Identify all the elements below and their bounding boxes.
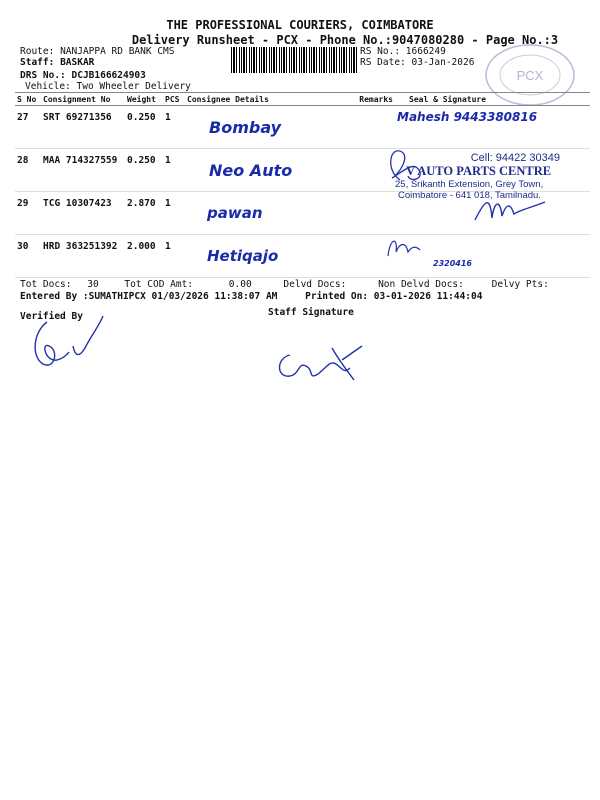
tot-docs-value: 30 [87,279,99,290]
col-signature: Seal & Signature [395,93,590,106]
signature-scribble-28 [380,140,430,190]
drs-line: DRS No.: DCJB166624903 [20,70,146,81]
route-line: Route: NANJAPPA RD BANK CMS [20,46,175,57]
stamp-line2: Coimbatore - 641 018, Tamilnadu. [398,190,541,201]
row-weight: 2.870 [125,192,163,235]
tot-cod-value: 0.00 [228,279,252,290]
row-weight: 0.250 [125,149,163,192]
entered-by-value: SUMATHIPCX 01/03/2026 11:38:07 AM [88,291,278,302]
row-consignment: SRT 69271356 [41,106,125,149]
col-weight: Weight [125,93,163,106]
row-pcs: 1 [163,106,185,149]
table-row [15,235,590,278]
row-remarks [337,192,395,235]
vehicle-value: Two Wheeler Delivery [76,81,191,92]
table-row [15,106,590,149]
row-sno: 28 [15,149,41,192]
row-sno: 30 [15,235,41,278]
runsheet-subtitle: Delivery Runsheet - PCX - Phone No.:9047080280 - Page No.:3 [131,33,559,47]
col-consignee: Consignee Details [185,93,337,106]
pcx-stamp-text: PCX [516,68,544,83]
rs-date-line: RS Date: 03-Jan-2026 [360,57,475,68]
verified-by-label: Verified By [20,311,83,322]
company-title: THE PROFESSIONAL COURIERS, COIMBATORE [166,18,434,32]
verified-signature-scribble [25,312,110,377]
row-consignment: TCG 10307423 [41,192,125,235]
staff-line: Staff: BASKAR [20,57,95,68]
stamp-name: V AUTO PARTS CENTRE [406,164,552,178]
row-sno: 29 [15,192,41,235]
rs-no-value: 1666249 [405,46,446,57]
barcode [231,47,359,73]
row-consignee: Bombay [185,106,337,149]
row-consignment: HRD 363251392 [41,235,125,278]
signature-scribble-30 [384,232,424,262]
entered-by-line: Entered By :SUMATHIPCX 01/03/2026 11:38:07 AM Printed On: 03-01-2026 11:44:04 [20,291,483,302]
row-pcs: 1 [163,192,185,235]
row-signature: Mahesh 9443380816 [395,106,590,149]
signature-scribble-29 [470,190,550,230]
row-consignee: Hetiqajo [185,235,337,278]
rs-date-value: 03-Jan-2026 [411,57,475,68]
row-pcs: 1 [163,235,185,278]
totals-line: Tot Docs: 30 Tot COD Amt: 0.00 Delvd Docs: Non Delvd Docs: Delvy Pts: [20,279,549,290]
row-weight: 0.250 [125,106,163,149]
row-consignee: pawan [185,192,337,235]
staff-signature-label: Staff Signature [268,307,354,318]
row-sno: 27 [15,106,41,149]
row-consignment: MAA 714327559 [41,149,125,192]
printed-on-value: 03-01-2026 11:44:04 [373,291,483,302]
rs-no-line: RS No.: 1666249 [360,46,446,57]
row-signature: 2320416 [395,235,590,278]
row-pcs: 1 [163,149,185,192]
col-remarks: Remarks [337,93,395,106]
col-pcs: PCS [163,93,185,106]
vehicle-line: Vehicle: Two Wheeler Delivery [25,81,191,92]
col-sno: S No [15,93,41,106]
drs-value: DCJB166624903 [71,70,146,81]
row-consignee: Neo Auto [185,149,337,192]
route-value: NANJAPPA RD BANK CMS [60,46,175,57]
staff-signature-scribble [270,340,370,385]
row-weight: 2.000 [125,235,163,278]
col-consignment: Consignment No [41,93,125,106]
stamp-line1: 25, Srikanth Extension, Grey Town, [395,179,544,190]
staff-value: BASKAR [60,57,95,68]
stamp-cell: Cell: 94422 30349 [470,152,560,164]
table-header-row [15,93,590,106]
